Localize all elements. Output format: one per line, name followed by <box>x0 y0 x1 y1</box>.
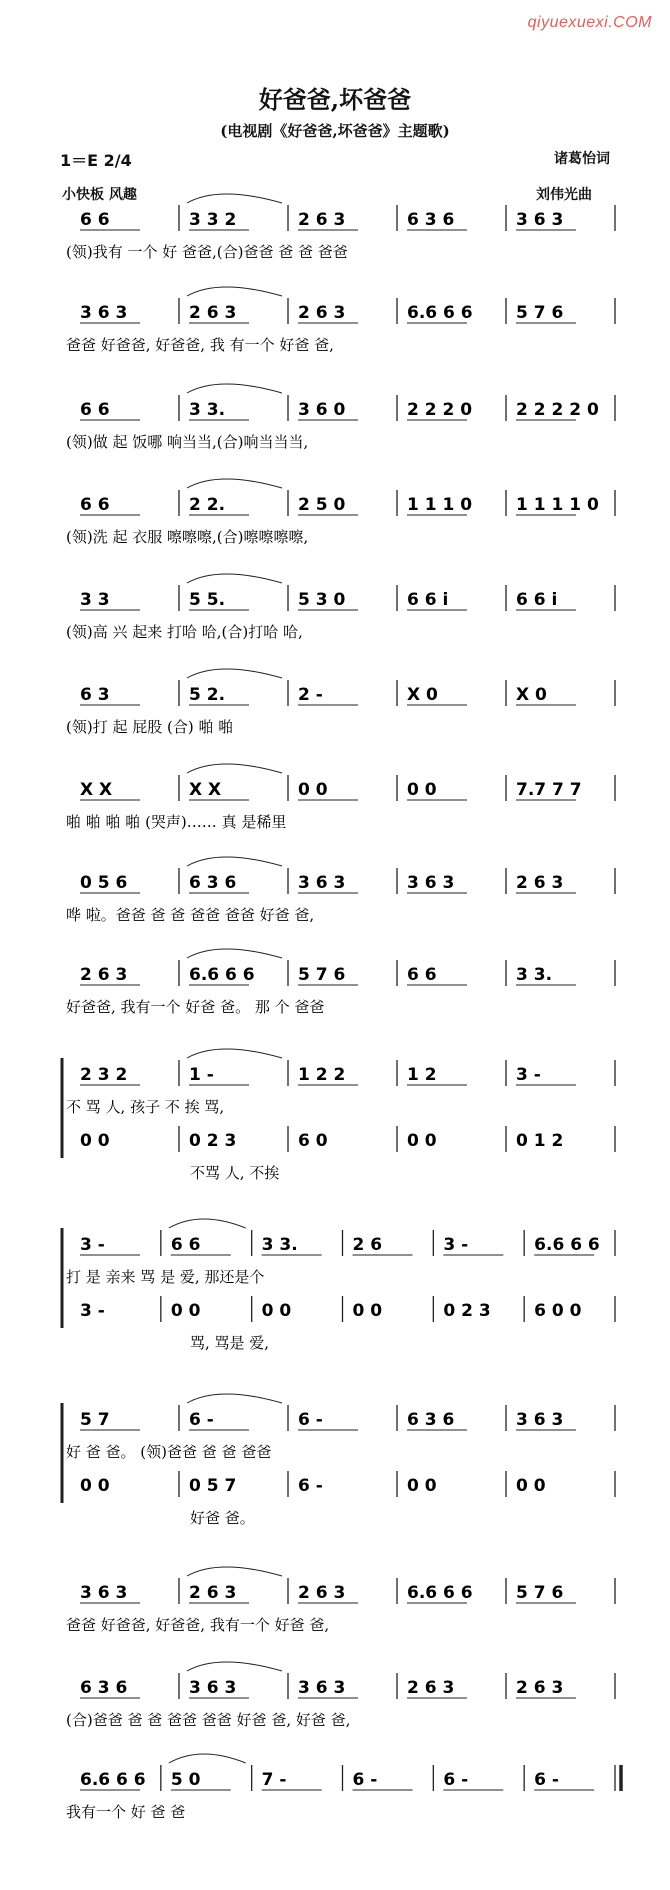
note-group: 6 3 6 <box>407 1410 455 1430</box>
note-group-lower: 0 5 7 <box>189 1476 237 1496</box>
lyric-line: (领)我有 一个 好 爸爸,(合)爸爸 爸 爸 爸爸 <box>66 243 348 261</box>
lyric-line: 爸爸 好爸爸, 好爸爸, 我有一个 好爸 爸, <box>66 1616 330 1634</box>
tie-arc <box>187 1662 282 1671</box>
lyricist-credit: 诸葛怡词 <box>554 151 610 167</box>
note-group: 6 - <box>298 1410 323 1430</box>
tie-arc <box>187 1567 282 1576</box>
note-group-lower: 0 0 <box>80 1476 110 1496</box>
note-group-lower: 0 0 <box>407 1131 437 1151</box>
note-group: 2 3 2 <box>80 1065 128 1085</box>
note-group: 5 7 6 <box>516 1583 564 1603</box>
tie-arc <box>187 574 282 583</box>
note-group: 6 6 i <box>516 590 558 610</box>
note-group-lower: 0 2 3 <box>443 1301 491 1321</box>
note-group: 6 6 <box>170 1235 201 1255</box>
note-group: 5 5. <box>189 590 226 610</box>
note-group: 3 6 3 <box>298 873 346 893</box>
note-group: 2 2 2 2 0 <box>516 400 599 420</box>
note-group: 2 2 2 0 <box>407 400 473 420</box>
note-group-lower: 6 0 <box>298 1131 328 1151</box>
note-group: 3 - <box>443 1235 469 1255</box>
note-group: 2 6 3 <box>298 303 346 323</box>
note-group-lower: 0 0 <box>80 1131 110 1151</box>
note-group: 3 6 3 <box>80 1583 128 1603</box>
note-group: 7 - <box>261 1770 287 1790</box>
note-group-lower: 3 - <box>80 1301 105 1321</box>
lyric-line: 好爸爸, 我有一个 好爸 爸。 那 个 爸爸 <box>66 998 325 1016</box>
note-group-lower: 6 - <box>298 1476 323 1496</box>
note-group: 5 7 <box>80 1410 110 1430</box>
note-group: 6 - <box>352 1770 378 1790</box>
note-group: 6 6 <box>80 210 110 230</box>
note-group-lower: 0 0 <box>261 1301 292 1321</box>
note-group: 2 6 3 <box>407 1678 455 1698</box>
note-group: 6 - <box>443 1770 469 1790</box>
note-group: 0 0 <box>407 780 437 800</box>
key-signature: 1＝E 2/4 <box>60 151 132 170</box>
note-group: 6 3 6 <box>189 873 237 893</box>
note-group-lower: 0 2 3 <box>189 1131 237 1151</box>
note-group: 3 3 2 <box>189 210 237 230</box>
tie-arc <box>187 287 282 296</box>
lyric-line: (合)爸爸 爸 爸 爸爸 爸爸 好爸 爸, 好爸 爸, <box>66 1711 351 1729</box>
note-group: 3 6 3 <box>80 303 128 323</box>
note-group: 6 6 i <box>407 590 449 610</box>
note-group: 6 - <box>534 1770 559 1790</box>
lyric-line: (领)打 起 屁股 (合) 啪 啪 <box>66 718 234 736</box>
note-group: 6.6 6 6 <box>407 1583 473 1603</box>
note-group: 2 6 3 <box>298 210 346 230</box>
note-group: 6 6 <box>80 400 110 420</box>
note-group-lower: 0 0 <box>170 1301 201 1321</box>
note-group: 2 - <box>298 685 323 705</box>
note-group: 2 5 0 <box>298 495 346 515</box>
note-group-lower: 0 0 <box>516 1476 546 1496</box>
note-group: X X <box>80 780 113 800</box>
tie-arc <box>187 479 282 488</box>
note-group: X X <box>189 780 222 800</box>
note-group: 6.6 6 6 <box>189 965 255 985</box>
song-subtitle: (电视剧《好爸爸,坏爸爸》主题歌) <box>220 122 450 140</box>
note-group: 6.6 6 6 <box>534 1235 600 1255</box>
note-group: 3 6 3 <box>189 1678 237 1698</box>
note-group: 3 3 <box>80 590 110 610</box>
tie-arc <box>187 384 282 393</box>
note-group: 1 1 1 1 0 <box>516 495 599 515</box>
note-group: 3 3. <box>261 1235 298 1255</box>
note-group: 2 6 3 <box>298 1583 346 1603</box>
note-group: 5 7 6 <box>298 965 346 985</box>
tie-arc <box>187 1394 282 1403</box>
song-title: 好爸爸,坏爸爸 <box>258 85 412 114</box>
tie-arc <box>187 194 282 203</box>
note-group: 3 6 3 <box>298 1678 346 1698</box>
lyric-line: 打 是 亲来 骂 是 爱, 那还是个 <box>66 1268 265 1286</box>
note-group: 3 6 0 <box>298 400 346 420</box>
lyric-line-lower: 不骂 人, 不挨 <box>190 1164 280 1182</box>
tie-arc <box>187 1049 282 1058</box>
note-group: 3 - <box>516 1065 541 1085</box>
note-group: 5 2. <box>189 685 226 705</box>
note-group: 2 6 3 <box>80 965 128 985</box>
note-group: 2 2. <box>189 495 226 515</box>
note-group: 3 6 3 <box>516 210 564 230</box>
tie-arc <box>187 949 282 958</box>
note-group: 1 2 2 <box>298 1065 346 1085</box>
lyric-line-lower: 好爸 爸。 <box>190 1509 255 1527</box>
note-group: 1 - <box>189 1065 214 1085</box>
note-group: 2 6 <box>352 1235 383 1255</box>
lyric-line: 不 骂 人, 孩子 不 挨 骂, <box>66 1098 225 1116</box>
note-group: 3 3. <box>189 400 226 420</box>
tie-arc <box>187 857 282 866</box>
note-group: 6 6 <box>407 965 437 985</box>
lyric-line: 哗 啦。爸爸 爸 爸 爸爸 爸爸 好爸 爸, <box>66 906 315 924</box>
note-group: 6 6 <box>80 495 110 515</box>
note-group: 6 - <box>189 1410 214 1430</box>
note-group: 6 3 6 <box>80 1678 128 1698</box>
note-group: X 0 <box>516 685 547 705</box>
note-group-lower: 0 0 <box>407 1476 437 1496</box>
note-group: 7.7 7 7 <box>516 780 582 800</box>
note-group: 1 2 <box>407 1065 437 1085</box>
tie-arc <box>169 1219 246 1228</box>
tie-arc <box>187 764 282 773</box>
lyric-line-lower: 骂, 骂是 爱, <box>190 1334 270 1352</box>
note-group: 2 6 3 <box>516 1678 564 1698</box>
note-group: 6 3 6 <box>407 210 455 230</box>
note-group: 3 - <box>80 1235 105 1255</box>
note-group: 2 6 3 <box>189 1583 237 1603</box>
note-group: 5 3 0 <box>298 590 346 610</box>
note-group: 2 6 3 <box>516 873 564 893</box>
lyric-line: 好 爸 爸。 (领)爸爸 爸 爸 爸爸 <box>66 1443 272 1461</box>
note-group: 6.6 6 6 <box>80 1770 146 1790</box>
tie-arc <box>169 1754 246 1763</box>
note-group-lower: 0 0 <box>352 1301 383 1321</box>
note-group: 6 3 <box>80 685 110 705</box>
composer-credit: 刘伟光曲 <box>536 187 592 203</box>
lyric-line: (领)高 兴 起来 打哈 哈,(合)打哈 哈, <box>66 623 303 641</box>
tie-arc <box>187 669 282 678</box>
lyric-line: 啪 啪 啪 啪 (哭声)…… 真 是稀里 <box>66 813 287 831</box>
note-group: 5 0 <box>170 1770 201 1790</box>
note-group-lower: 6 0 0 <box>534 1301 582 1321</box>
note-group: 0 0 <box>298 780 328 800</box>
watermark: qiyuexuexi.COM <box>527 14 652 31</box>
note-group: X 0 <box>407 685 438 705</box>
lyric-line: 爸爸 好爸爸, 好爸爸, 我 有一个 好爸 爸, <box>66 336 334 354</box>
note-group: 3 3. <box>516 965 553 985</box>
note-group: 0 5 6 <box>80 873 128 893</box>
note-group: 3 6 3 <box>516 1410 564 1430</box>
lyric-line: 我有一个 好 爸 爸 <box>66 1803 186 1821</box>
lyric-line: (领)做 起 饭哪 响当当,(合)响当当当, <box>66 433 309 451</box>
note-group: 5 7 6 <box>516 303 564 323</box>
note-group: 3 6 3 <box>407 873 455 893</box>
note-group: 1 1 1 0 <box>407 495 473 515</box>
lyric-line: (领)洗 起 衣服 嚓嚓嚓,(合)嚓嚓嚓嚓, <box>66 528 309 546</box>
note-group-lower: 0 1 2 <box>516 1131 564 1151</box>
note-group: 6.6 6 6 <box>407 303 473 323</box>
tempo-marking: 小快板 风趣 <box>62 187 137 203</box>
note-group: 2 6 3 <box>189 303 237 323</box>
